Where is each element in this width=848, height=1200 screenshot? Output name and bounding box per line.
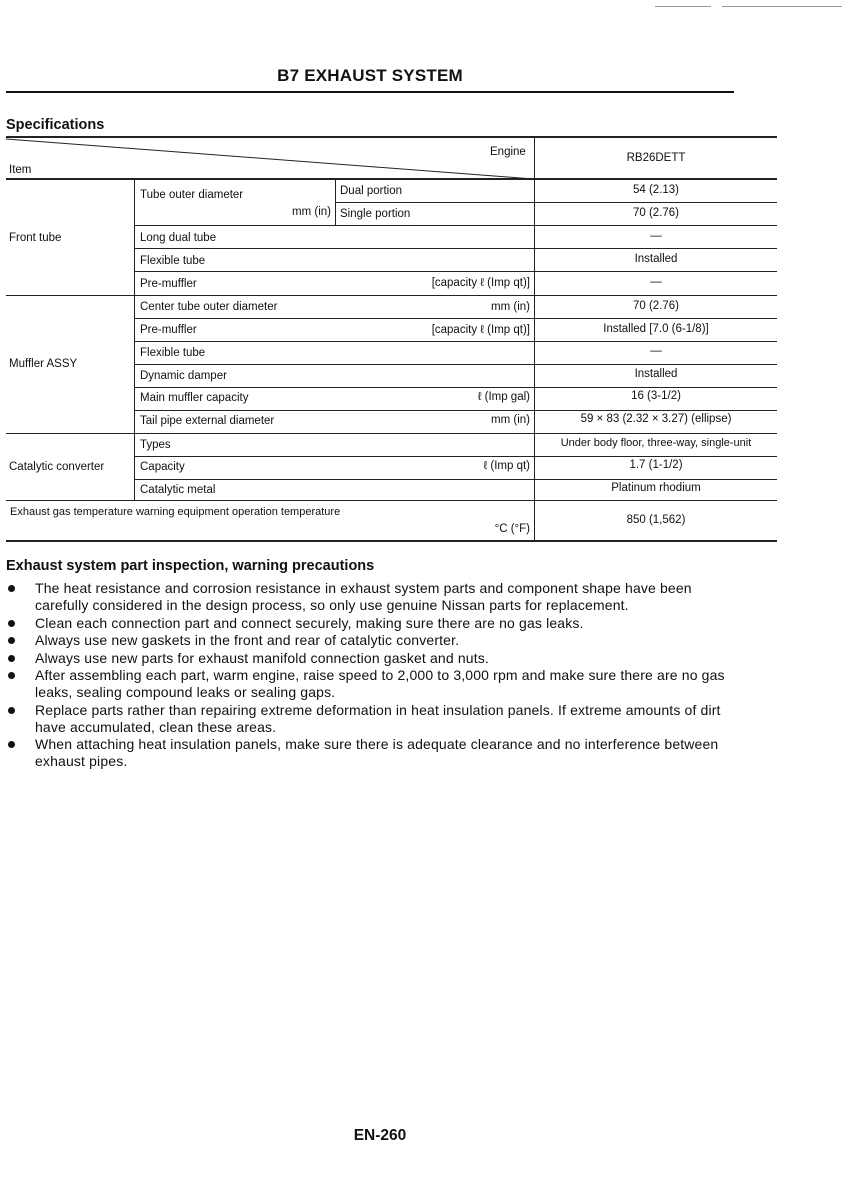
exhaust-temp-value: 850 (1,562) bbox=[626, 514, 686, 526]
tube-od-unit: mm (in) bbox=[292, 206, 331, 218]
single-portion-value: 70 (2.76) bbox=[632, 207, 680, 219]
catalyst-capacity-label: Capacity bbox=[140, 461, 185, 473]
bullet-icon bbox=[8, 585, 15, 592]
scan-artifact-line bbox=[722, 6, 842, 7]
pre-muffler-front-label: Pre-muffler bbox=[140, 278, 197, 290]
bullet-icon bbox=[8, 672, 15, 679]
specifications-table bbox=[6, 136, 777, 542]
dynamic-damper-value: Installed bbox=[634, 368, 678, 380]
list-item bbox=[6, 667, 746, 701]
list-item-text: Clean each connection part and connect securely, making sure there are no gas leaks. bbox=[35, 614, 584, 631]
engine-model: RB26DETT bbox=[626, 152, 686, 164]
tail-pipe-diameter-unit: mm (in) bbox=[491, 414, 530, 426]
specifications-heading: Specifications bbox=[6, 117, 105, 133]
table-col-divider bbox=[134, 179, 135, 500]
list-item bbox=[6, 650, 746, 667]
group-catalytic-converter: Catalytic converter bbox=[9, 461, 105, 473]
pre-muffler-assy-label: Pre-muffler bbox=[140, 324, 197, 336]
dynamic-damper-label: Dynamic damper bbox=[140, 370, 227, 382]
center-tube-od-value: 70 (2.76) bbox=[632, 300, 680, 312]
list-item-text: Always use new gaskets in the front and rear of catalytic converter. bbox=[35, 632, 460, 648]
table-group-rule bbox=[6, 500, 777, 501]
inspection-heading: Exhaust system part inspection, warning precautions bbox=[6, 558, 375, 574]
exhaust-temp-unit: °C (°F) bbox=[494, 523, 530, 535]
group-muffler-assy: Muffler ASSY bbox=[9, 358, 78, 370]
table-rule bbox=[336, 202, 777, 203]
header-diagonal-line bbox=[6, 136, 534, 180]
catalyst-capacity-unit: ℓ (Imp qt) bbox=[483, 460, 530, 472]
main-muffler-capacity-label: Main muffler capacity bbox=[140, 392, 249, 404]
exhaust-temp-label: Exhaust gas temperature warning equipment operation temperature bbox=[10, 506, 341, 518]
long-dual-tube-value: — bbox=[650, 230, 662, 242]
pre-muffler-assy-unit: [capacity ℓ (Imp qt)] bbox=[431, 324, 530, 336]
flexible-tube-muffler-label: Flexible tube bbox=[140, 347, 206, 359]
tail-pipe-diameter-value: 59 × 83 (2.32 × 3.27) (ellipse) bbox=[580, 413, 732, 425]
group-front-tube: Front tube bbox=[9, 232, 62, 244]
catalyst-types-value: Under body floor, three-way, single-unit bbox=[560, 437, 752, 449]
list-item-text: The heat resistance and corrosion resistance in exhaust system parts and component shape have been carefully considered in the design process, so only use genuine Nissan parts for replacement. bbox=[35, 580, 692, 613]
tube-od-label: Tube outer diameter bbox=[140, 189, 244, 201]
catalytic-metal-value: Platinum rhodium bbox=[611, 482, 701, 494]
list-item-text: When attaching heat insulation panels, make sure there is adequate clearance and no interference between exhaust pipes. bbox=[35, 736, 719, 769]
scan-artifact-line bbox=[655, 6, 711, 7]
list-item-text: After assembling each part, warm engine, raise speed to 2,000 to 3,000 rpm and make sure there are no gas leaks, sealing compound leaks or sealing gaps. bbox=[35, 667, 725, 700]
list-item-text: Replace parts rather than repairing extreme deformation in heat insulation panels. If extreme amounts of dirt have accumulated, clean these areas. bbox=[35, 701, 721, 735]
table-rule bbox=[134, 456, 777, 457]
flexible-tube-front-label: Flexible tube bbox=[140, 255, 206, 267]
bullet-icon bbox=[8, 741, 15, 748]
table-rule bbox=[134, 410, 777, 411]
main-muffler-capacity-value: 16 (3-1/2) bbox=[631, 390, 681, 402]
table-group-rule bbox=[6, 295, 777, 296]
bullet-icon bbox=[8, 655, 15, 662]
list-item-text: Always use new parts for exhaust manifold connection gasket and nuts. bbox=[35, 649, 489, 666]
list-item bbox=[6, 615, 746, 632]
item-header-label: Item bbox=[9, 164, 32, 176]
engine-header-label: Engine bbox=[490, 146, 526, 158]
table-rule bbox=[134, 341, 777, 342]
long-dual-tube-label: Long dual tube bbox=[140, 232, 217, 244]
bullet-icon bbox=[8, 620, 15, 627]
page-title: B7 EXHAUST SYSTEM bbox=[277, 66, 463, 85]
table-rule bbox=[134, 318, 777, 319]
pre-muffler-front-unit: [capacity ℓ (Imp qt)] bbox=[431, 277, 530, 289]
list-item bbox=[6, 632, 746, 649]
table-rule bbox=[134, 248, 777, 249]
table-rule bbox=[134, 479, 777, 480]
flexible-tube-front-value: Installed bbox=[634, 253, 678, 265]
title-bar bbox=[6, 66, 734, 93]
list-item bbox=[6, 736, 746, 770]
table-rule bbox=[134, 225, 777, 226]
pre-muffler-front-value: — bbox=[650, 276, 662, 288]
flexible-tube-muffler-value: — bbox=[650, 345, 662, 357]
bullet-icon bbox=[8, 707, 15, 714]
page-number: EN-260 bbox=[353, 1127, 407, 1144]
list-item bbox=[6, 580, 746, 614]
main-muffler-capacity-unit: ℓ (Imp gal) bbox=[477, 391, 530, 403]
dual-portion-value: 54 (2.13) bbox=[632, 184, 680, 196]
catalyst-capacity-value: 1.7 (1-1/2) bbox=[629, 459, 683, 471]
table-rule bbox=[134, 271, 777, 272]
table-rule bbox=[134, 364, 777, 365]
single-portion-label: Single portion bbox=[340, 208, 411, 220]
table-rule bbox=[134, 387, 777, 388]
table-bottom-rule bbox=[6, 540, 777, 542]
center-tube-od-label: Center tube outer diameter bbox=[140, 301, 278, 313]
pre-muffler-assy-value: Installed [7.0 (6-1/8)] bbox=[603, 323, 709, 335]
bullet-icon bbox=[8, 637, 15, 644]
tail-pipe-diameter-label: Tail pipe external diameter bbox=[140, 415, 275, 427]
center-tube-od-unit: mm (in) bbox=[491, 301, 530, 313]
dual-portion-label: Dual portion bbox=[340, 185, 403, 197]
precautions-list bbox=[6, 580, 746, 771]
table-col-divider bbox=[335, 179, 336, 225]
catalyst-types-label: Types bbox=[140, 439, 171, 451]
table-group-rule bbox=[6, 433, 777, 434]
catalytic-metal-label: Catalytic metal bbox=[140, 484, 216, 496]
list-item bbox=[6, 702, 746, 736]
